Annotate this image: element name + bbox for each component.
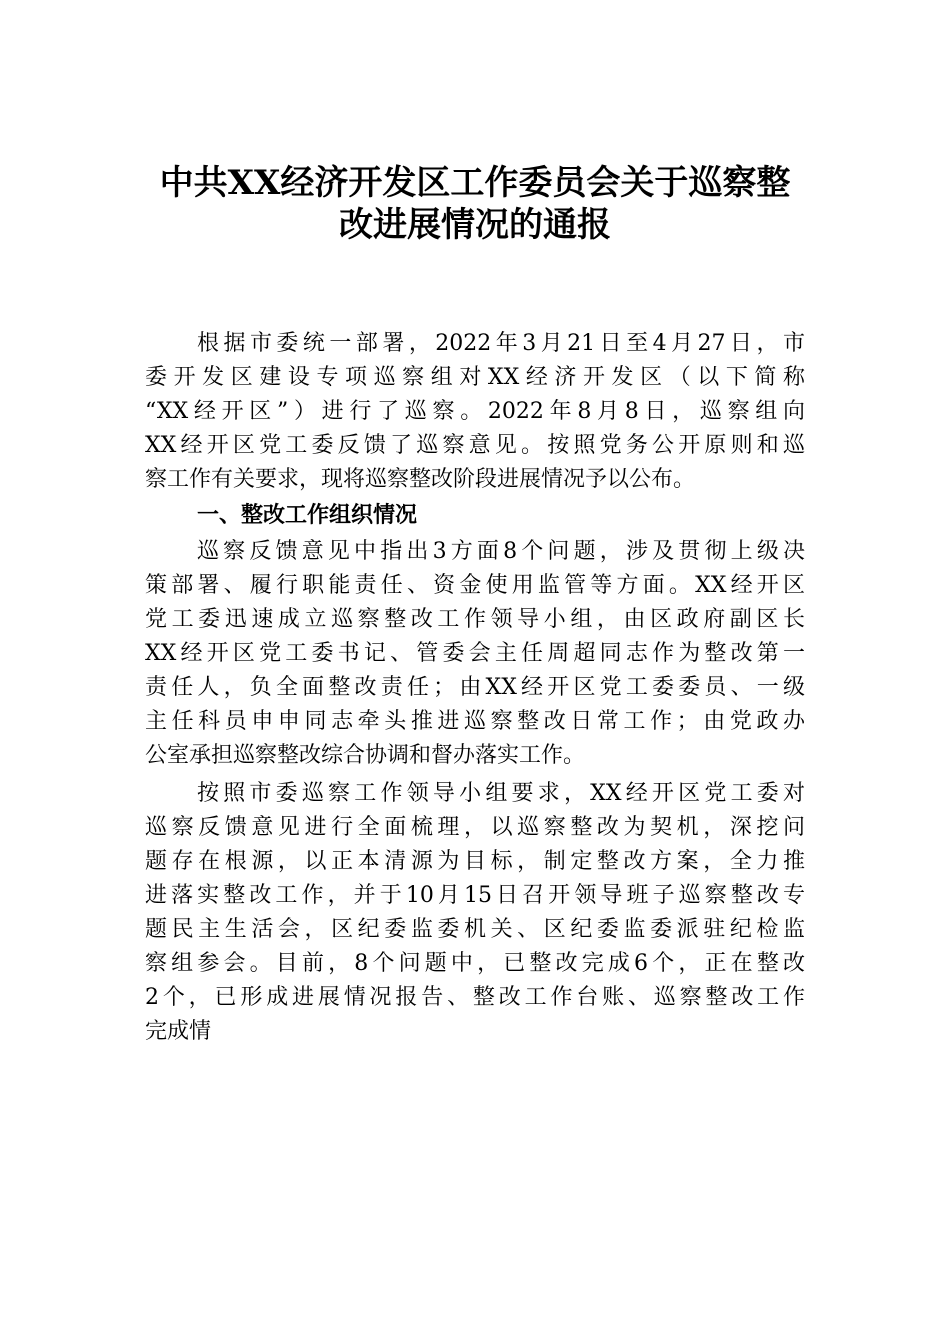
document-title-line-1: 中共XX经济开发区工作委员会关于巡察整 <box>159 163 791 203</box>
paragraph-1-line-2: 委开发区建设专项巡察组对XX经济开发区（以下简称 <box>145 365 805 390</box>
paragraph-2-line-7: 公室承担巡察整改综合协调和督办落实工作。 <box>145 743 586 768</box>
paragraph-3-line-1: 按照市委巡察工作领导小组要求，XX经开区党工委对 <box>197 781 805 806</box>
paragraph-3-line-4: 进落实整改工作，并于10月15日召开领导班子巡察整改专 <box>145 883 805 908</box>
paragraph-2-line-6: 主任科员申申同志牵头推进巡察整改日常工作；由党政办 <box>145 709 805 734</box>
document-title-line-2: 改进展情况的通报 <box>339 205 611 245</box>
paragraph-3-line-7: 2个，已形成进展情况报告、整改工作台账、巡察整改工作 <box>145 985 805 1010</box>
paragraph-1-line-3: “XX经开区”）进行了巡察。2022年8月8日，巡察组向 <box>145 399 805 424</box>
paragraph-3-line-2: 巡察反馈意见进行全面梳理，以巡察整改为契机，深挖问 <box>145 815 805 840</box>
paragraph-1-line-1: 根据市委统一部署，2022年3月21日至4月27日，市 <box>197 331 805 356</box>
paragraph-1-line-4: XX经开区党工委反馈了巡察意见。按照党务公开原则和巡 <box>145 433 805 458</box>
section-1-heading: 一、整改工作组织情况 <box>197 503 418 528</box>
paragraph-2-line-3: 党工委迅速成立巡察整改工作领导小组，由区政府副区长 <box>145 607 805 632</box>
paragraph-2-line-2: 策部署、履行职能责任、资金使用监管等方面。XX经开区 <box>145 573 805 598</box>
paragraph-3-line-3: 题存在根源，以正本清源为目标，制定整改方案，全力推 <box>145 849 805 874</box>
paragraph-3-line-5: 题民主生活会，区纪委监委机关、区纪委监委派驻纪检监 <box>145 917 805 942</box>
paragraph-3-line-8: 完成情 <box>145 1019 212 1044</box>
paragraph-2-line-4: XX经开区党工委书记、管委会主任周超同志作为整改第一 <box>145 641 805 666</box>
paragraph-2-line-1: 巡察反馈意见中指出3方面8个问题，涉及贯彻上级决 <box>197 539 805 564</box>
paragraph-2-line-5: 责任人，负全面整改责任；由XX经开区党工委委员、一级 <box>145 675 805 700</box>
paragraph-3-line-6: 察组参会。目前，8个问题中，已整改完成6个，正在整改 <box>145 951 805 976</box>
paragraph-1-line-5: 察工作有关要求，现将巡察整改阶段进展情况予以公布。 <box>145 467 696 492</box>
